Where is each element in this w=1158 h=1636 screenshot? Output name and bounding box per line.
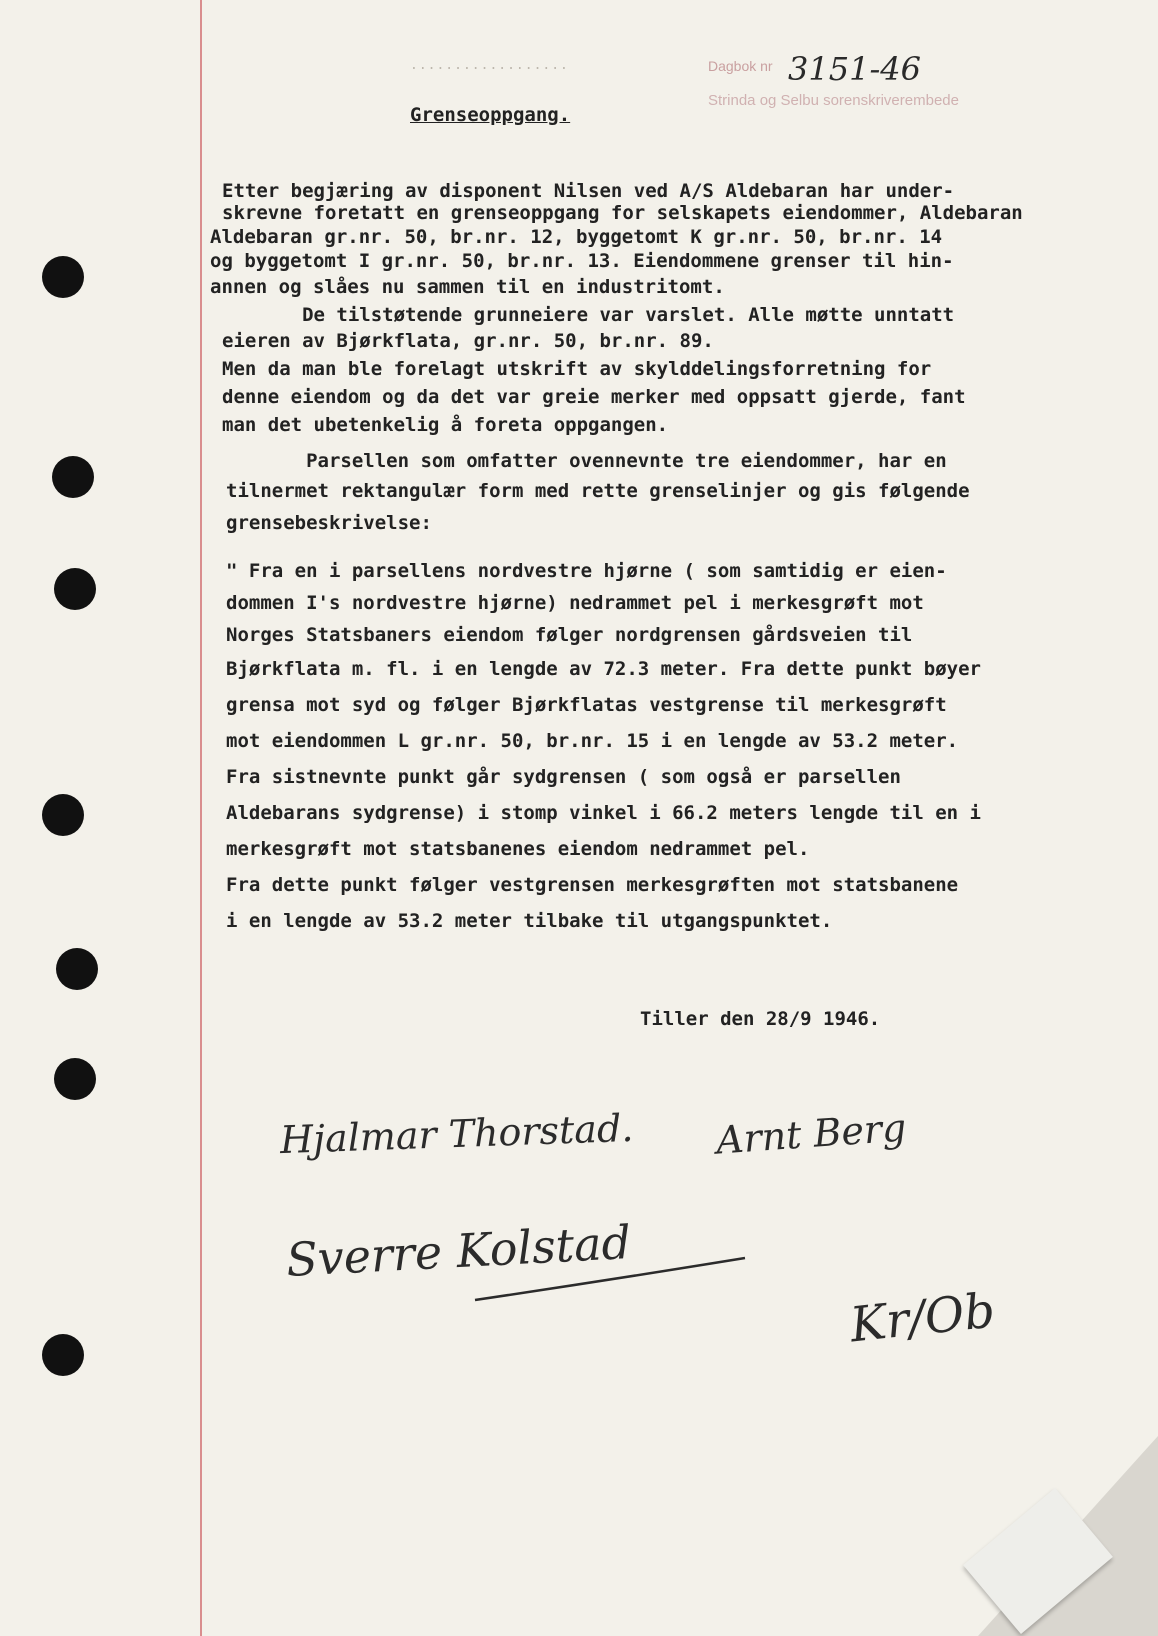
signature-kolstad: Sverre Kolstad bbox=[284, 1215, 633, 1287]
margin-line bbox=[200, 0, 202, 1636]
signature-initials: Kr/Ob bbox=[847, 1282, 998, 1354]
text-line: og byggetomt I gr.nr. 50, br.nr. 13. Eiendommene grenser til hin- bbox=[210, 250, 954, 272]
registry-stamp bbox=[708, 50, 1068, 120]
text-line: Parsellen som omfatter ovennevnte tre eiendommer, har en bbox=[226, 450, 947, 472]
text-line: skrevne foretatt en grenseoppgang for selskapets eiendommer, Aldebaran bbox=[222, 202, 1023, 224]
punch-hole-icon bbox=[52, 456, 94, 498]
text-line: Fra dette punkt følger vestgrensen merkesgrøften mot statsbanene bbox=[226, 874, 959, 896]
punch-hole-icon bbox=[42, 256, 84, 298]
punch-hole-icon bbox=[42, 794, 84, 836]
text-line: Men da man ble forelagt utskrift av skylddelingsforretning for bbox=[222, 358, 932, 380]
text-line: eieren av Bjørkflata, gr.nr. 50, br.nr. 89. bbox=[222, 330, 714, 352]
text-line: Aldebarans sydgrense) i stomp vinkel i 66.2 meters lengde til en i bbox=[226, 802, 981, 824]
stamp-dagbok-label: Dagbok nr bbox=[708, 58, 773, 74]
faded-header: .................. bbox=[410, 58, 569, 73]
document-title: Grenseoppgang. bbox=[410, 104, 571, 126]
text-line: denne eiendom og da det var greie merker med oppsatt gjerde, fant bbox=[222, 386, 966, 408]
signature-underline bbox=[470, 1250, 750, 1310]
text-line: Fra sistnevnte punkt går sydgrensen ( som også er parsellen bbox=[226, 766, 901, 788]
text-line: man det ubetenkelig å foreta oppgangen. bbox=[222, 414, 669, 436]
text-line: mot eiendommen L gr.nr. 50, br.nr. 15 i en lengde av 53.2 meter. bbox=[226, 730, 959, 752]
text-line: dommen I's nordvestre hjørne) nedrammet pel i merkesgrøft mot bbox=[226, 592, 924, 614]
text-line: Etter begjæring av disponent Nilsen ved A/S Aldebaran har under- bbox=[222, 180, 955, 202]
text-line: merkesgrøft mot statsbanenes eiendom nedrammet pel. bbox=[226, 838, 810, 860]
text-line: Aldebaran gr.nr. 50, br.nr. 12, byggetomt K gr.nr. 50, br.nr. 14 bbox=[210, 226, 943, 248]
text-line: grensa mot syd og følger Bjørkflatas vestgrense til merkesgrøft bbox=[226, 694, 947, 716]
text-line: " Fra en i parsellens nordvestre hjørne ( som samtidig er eien- bbox=[226, 560, 947, 582]
text-line: Bjørkflata m. fl. i en lengde av 72.3 meter. Fra dette punkt bøyer bbox=[226, 658, 981, 680]
text-line: tilnermet rektangulær form med rette grenselinjer og gis følgende bbox=[226, 480, 970, 502]
stamp-number: 3151-46 bbox=[788, 50, 921, 88]
place-date: Tiller den 28/9 1946. bbox=[640, 1008, 881, 1030]
stamp-office: Strinda og Selbu sorenskriverembede bbox=[708, 92, 959, 109]
text-line: Norges Statsbaners eiendom følger nordgrensen gårdsveien til bbox=[226, 624, 913, 646]
punch-hole-icon bbox=[54, 568, 96, 610]
punch-hole-icon bbox=[54, 1058, 96, 1100]
text-line: grensebeskrivelse: bbox=[226, 512, 432, 534]
punch-hole-icon bbox=[42, 1334, 84, 1376]
text-line: i en lengde av 53.2 meter tilbake til utgangspunktet. bbox=[226, 910, 833, 932]
text-line: De tilstøtende grunneiere var varslet. Alle møtte unntatt bbox=[222, 304, 955, 326]
punch-hole-icon bbox=[56, 948, 98, 990]
signature-berg: Arnt Berg bbox=[714, 1105, 908, 1163]
signature-thorstad: Hjalmar Thorstad. bbox=[279, 1105, 635, 1163]
text-line: annen og slåes nu sammen til en industritomt. bbox=[210, 276, 725, 298]
